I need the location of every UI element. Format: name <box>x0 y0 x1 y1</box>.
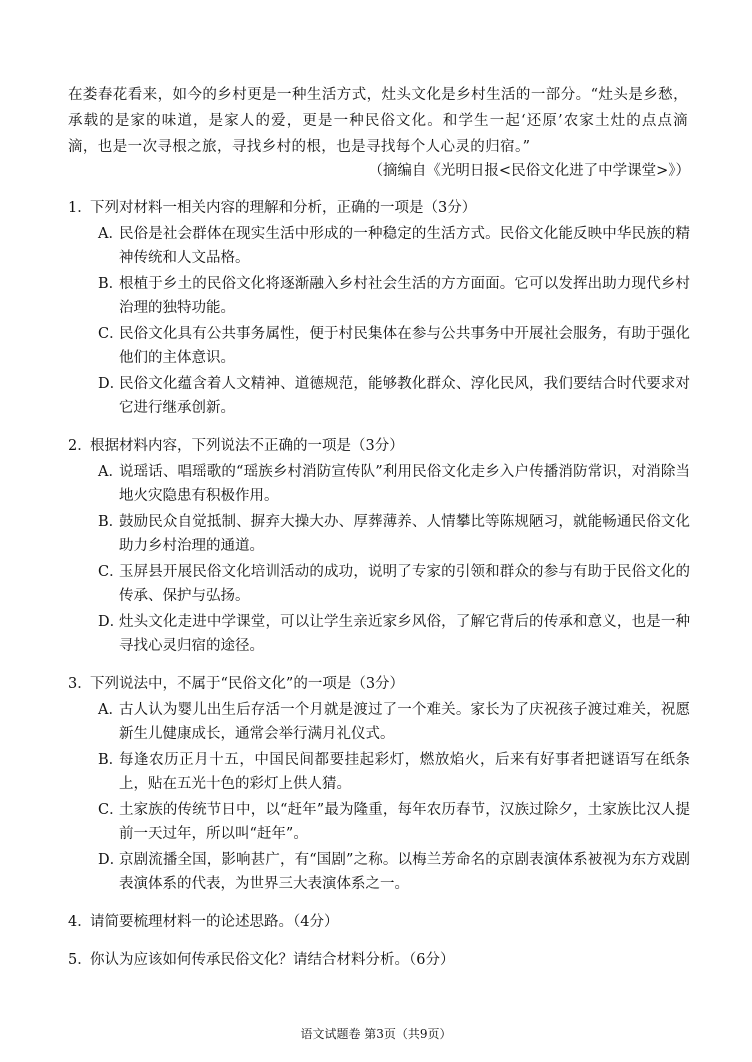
option-text: 灶头文化走进中学课堂，可以让学生亲近家乡风俗，了解它背后的传承和意义，也是一种寻找心灵归宿的途径。 <box>119 614 690 654</box>
option-b <box>68 510 690 558</box>
option-a <box>68 460 690 508</box>
option-text: 根植于乡土的民俗文化将逐渐融入乡村社会生活的方方面面。它可以发挥出助力现代乡村治理的独特功能。 <box>119 276 690 316</box>
question-4 <box>68 910 690 934</box>
question-number: 3． <box>68 676 92 692</box>
question-number: 1． <box>68 200 92 216</box>
option-text: 玉屏县开展民俗文化培训活动的成功，说明了专家的引领和群众的参与有助于民俗文化的传承、保护与弘扬。 <box>119 564 690 604</box>
option-a <box>68 698 690 746</box>
option-letter: D． <box>98 376 125 392</box>
option-letter: B． <box>98 752 124 768</box>
option-d <box>68 372 690 420</box>
option-text: 土家族的传统节日中，以“赶年”最为隆重，每年农历春节，汉族过除夕，土家族比汉人提前一天过年，所以叫“赶年”。 <box>119 802 690 842</box>
passage-source: （摘编自《光明日报<民俗文化进了中学课堂>》） <box>368 163 690 179</box>
question-text: 请简要梳理材料一的论述思路。（4分） <box>90 914 339 930</box>
option-letter: A． <box>98 464 123 480</box>
question-stem <box>68 910 690 934</box>
option-letter: C． <box>98 326 124 342</box>
question-number: 2． <box>68 438 92 454</box>
option-text: 民俗文化具有公共事务属性，便于村民集体在参与公共事务中开展社会服务，有助于强化他们的主体意识。 <box>119 326 690 366</box>
option-text: 民俗是社会群体在现实生活中形成的一种稳定的生活方式。民俗文化能反映中华民族的精神传统和人文品格。 <box>119 226 690 266</box>
option-letter: C． <box>98 802 124 818</box>
question-stem <box>68 948 690 972</box>
option-a <box>68 222 690 270</box>
passage-paragraph: 在娄春花看来，如今的乡村更是一种生活方式，灶头文化是乡村生活的一部分。“灶头是乡愁，承载的是家的味道，是家人的爱，更是一种民俗文化。和学生一起‘还原’农家土灶的点点滴滴，也是一次寻根之旅，寻找乡村的根，也是寻找每个人心灵的归宿。” <box>68 87 688 155</box>
question-stem <box>68 672 690 696</box>
option-c <box>68 322 690 370</box>
question-number: 5． <box>68 952 92 968</box>
question-text: 下列说法中，不属于“民俗文化”的一项是（3分） <box>90 676 405 692</box>
question-3 <box>68 672 690 896</box>
option-c <box>68 560 690 608</box>
option-b <box>68 748 690 796</box>
option-letter: D． <box>98 614 125 630</box>
question-text: 根据材料内容，下列说法不正确的一项是（3分） <box>90 438 404 454</box>
option-d <box>68 610 690 658</box>
option-letter: D． <box>98 852 125 868</box>
option-letter: B． <box>98 514 124 530</box>
question-list <box>68 196 690 986</box>
option-letter: C． <box>98 564 124 580</box>
option-text: 民俗文化蕴含着人文精神、道德规范，能够教化群众、淳化民风，我们要结合时代要求对它进行继承创新。 <box>119 376 690 416</box>
question-1 <box>68 196 690 420</box>
option-text: 古人认为婴儿出生后存活一个月就是渡过了一个难关。家长为了庆祝孩子渡过难关，祝愿新生儿健康成长，通常会举行满月礼仪式。 <box>119 702 690 742</box>
question-stem <box>68 196 690 220</box>
option-letter: A． <box>98 702 123 718</box>
page-footer: 语文试题卷 第3页（共9页） <box>300 1027 452 1041</box>
question-2 <box>68 434 690 658</box>
question-text: 下列对材料一相关内容的理解和分析，正确的一项是（3分） <box>90 200 477 216</box>
option-b <box>68 272 690 320</box>
question-stem <box>68 434 690 458</box>
reading-passage <box>68 82 688 160</box>
option-text: 京剧流播全国，影响甚广，有“国剧”之称。以梅兰芳命名的京剧表演体系被视为东方戏剧表演体系的代表，为世界三大表演体系之一。 <box>119 852 690 892</box>
option-c <box>68 798 690 846</box>
option-text: 鼓励民众自觉抵制、摒弃大操大办、厚葬薄养、人情攀比等陈规陋习，就能畅通民俗文化助力乡村治理的通道。 <box>119 514 690 554</box>
option-letter: A． <box>98 226 123 242</box>
option-text: 每逢农历正月十五，中国民间都要挂起彩灯，燃放焰火，后来有好事者把谜语写在纸条上，贴在五光十色的彩灯上供人猜。 <box>119 752 690 792</box>
option-text: 说瑶话、唱瑶歌的“瑶族乡村消防宣传队”利用民俗文化走乡入户传播消防常识，对消除当地火灾隐患有积极作用。 <box>119 464 690 504</box>
question-number: 4． <box>68 914 92 930</box>
option-letter: B． <box>98 276 124 292</box>
question-5 <box>68 948 690 972</box>
option-d <box>68 848 690 896</box>
question-text: 你认为应该如何传承民俗文化？请结合材料分析。（6分） <box>90 952 455 968</box>
